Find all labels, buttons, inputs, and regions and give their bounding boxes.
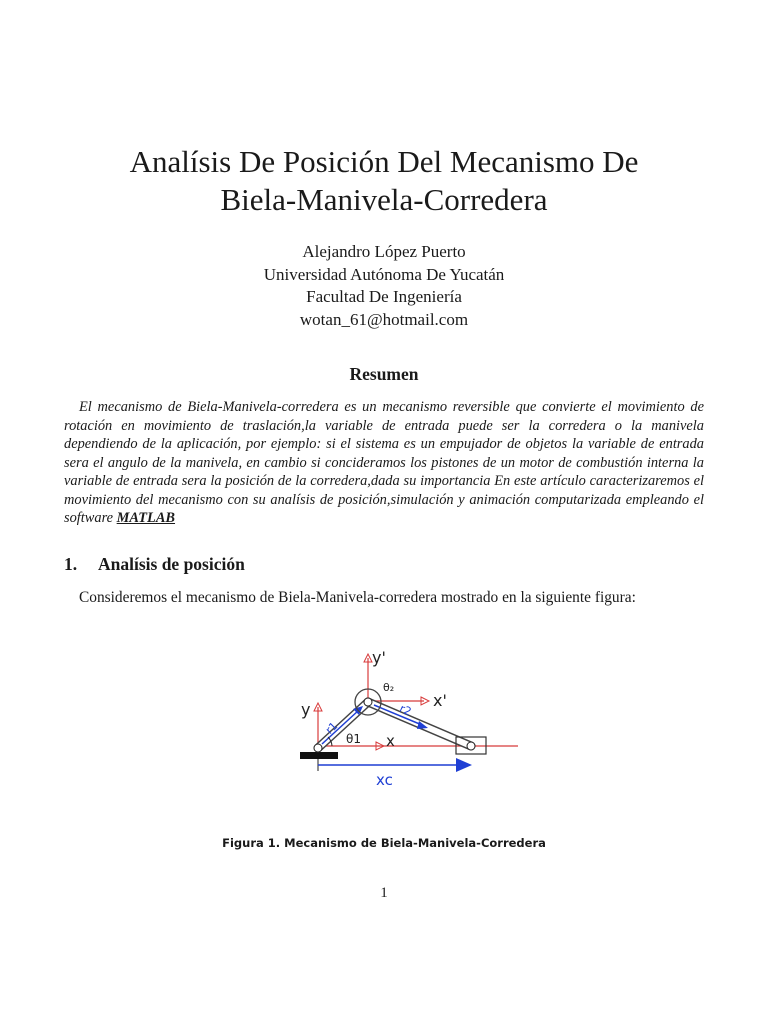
author-block: [0, 241, 768, 331]
section-heading: [64, 554, 245, 575]
paper-title: [0, 143, 768, 219]
title-line-2: Biela-Manivela-Corredera: [220, 182, 548, 217]
label-r1: r1: [322, 719, 341, 737]
title-line-1: Analísis De Posición Del Mecanismo De: [129, 144, 639, 179]
figure-caption: Figura 1. Mecanismo de Biela-Manivela-Corredera: [222, 836, 546, 850]
ground-pin: [314, 744, 322, 752]
author-name: Alejandro López Puerto: [302, 242, 466, 261]
label-y-prime: y': [372, 648, 386, 667]
intro-paragraph: Consideremos el mecanismo de Biela-Manivela-corredera mostrado en la siguiente figura:: [79, 589, 636, 606]
author-university: Universidad Autónoma De Yucatán: [263, 264, 505, 284]
label-y: y: [301, 700, 311, 719]
section-title: Analísis de posición: [98, 554, 245, 574]
xc-arrowhead: [456, 758, 472, 772]
author-email: wotan_61@hotmail.com: [299, 309, 469, 329]
section-number: 1.: [64, 554, 78, 574]
label-x-prime: x': [433, 691, 447, 710]
r2-vector: [374, 705, 422, 725]
page-number: 1: [380, 885, 388, 901]
slider-pin: [467, 742, 475, 750]
ground-base: [300, 752, 338, 759]
label-theta2: θ₂: [383, 681, 395, 694]
crank-pin: [364, 698, 372, 706]
abstract-text: [64, 398, 704, 528]
label-xc: xc: [376, 771, 393, 789]
matlab-link[interactable]: MATLAB: [116, 510, 176, 526]
abstract-body: El mecanismo de Biela-Manivela-corredera es un mecanismo reversible que convierte el movimiento de rotación en movimiento de traslación,la variable de entrada puede ser la corredera o la manivela dependiendo de la aplicación, por ejemplo: si el sistema es un empujador de objetos la variable de entrada sera el angulo de la manivela, en cambio si concideramos los pistones de un motor de combustión interna la variable de entrada sera la posición de la corredera,dada su importancia En este artículo caracterizaremos el movimiento del mecanismo con su analísis de posición,simulación y animación computarizada empleando el software: [64, 399, 704, 526]
label-r2: r2: [397, 701, 414, 719]
label-theta1: θ1: [346, 732, 361, 746]
author-faculty: Facultad De Ingeniería: [306, 287, 462, 306]
mechanism-figure: [290, 645, 530, 795]
label-x: x: [386, 732, 395, 750]
abstract-heading: Resumen: [349, 364, 419, 384]
